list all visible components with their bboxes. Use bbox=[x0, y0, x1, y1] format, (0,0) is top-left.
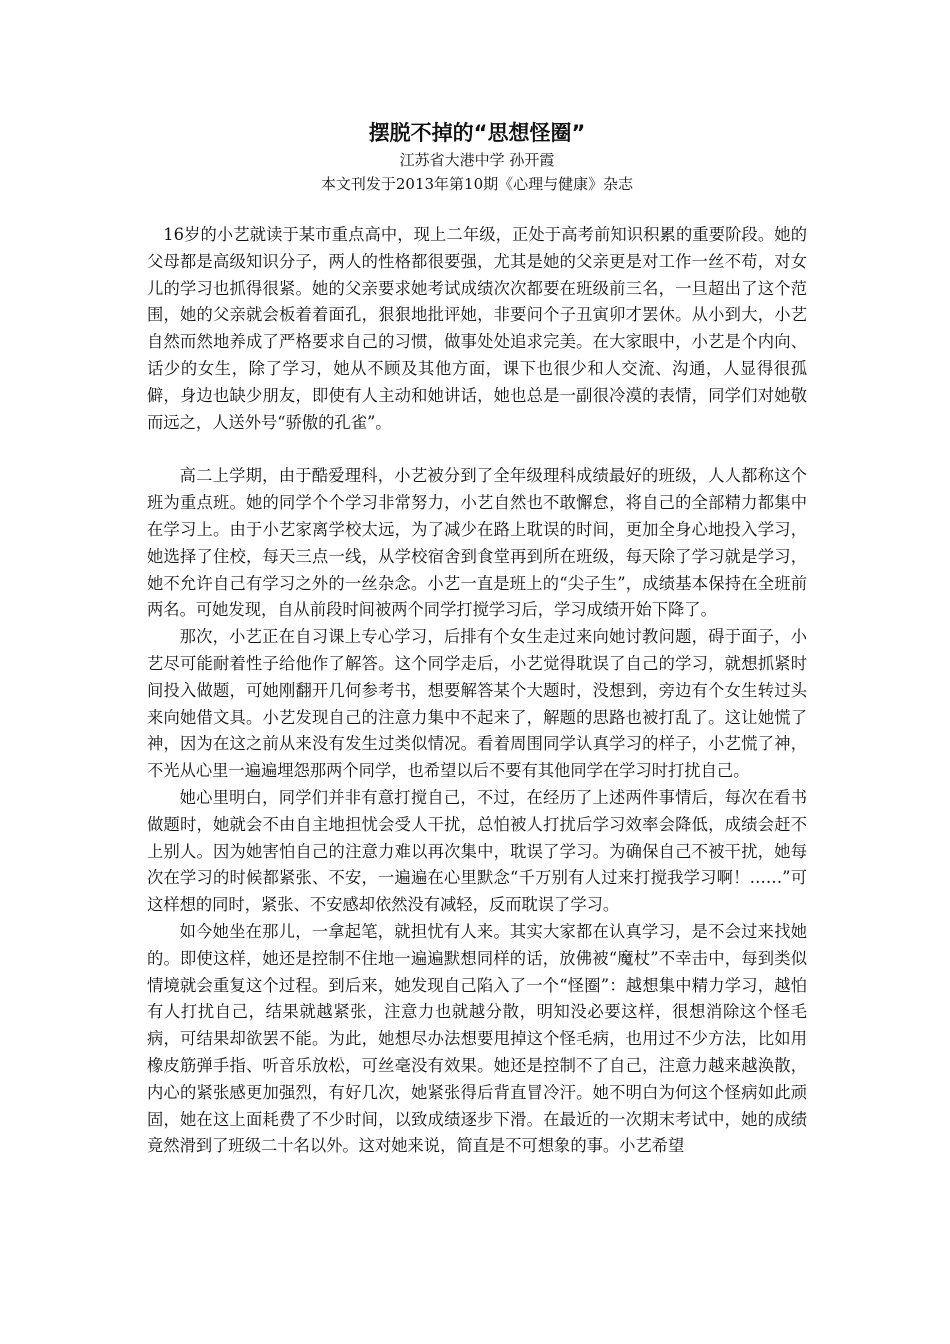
paragraph-1: 16岁的小艺就读于某市重点高中，现上二年级，正处于高考前知识积累的重要阶段。她的父母都是高级知识分子，两人的性格都很要强，尤其是她的父亲更是对工作一丝不苟，对女儿的学习也抓得很紧。她的父亲要求她考试成绩次次都要在班级前三名，一旦超出了这个范围，她的父亲就会板着着面孔，狠狠地批评她，非要问个子丑寅卯才罢休。从小到大，小艺自然而然地养成了严格要求自己的习惯，做事处处追求完美。在大家眼中，小艺是个内向、话少的女生，除了学习，她从不顾及其他方面，课下也很少和人交流、沟通，人显得很孤僻，身边也缺少朋友，即使有人主动和她讲话，她也总是一副很冷漠的表情，同学们对她敬而远之，人送外号“骄傲的孔雀”。 bbox=[147, 225, 807, 432]
article-source: 本文刊发于2013年第10期《心理与健康》杂志 bbox=[320, 175, 634, 193]
document-page bbox=[147, 118, 807, 1160]
paragraph-gap bbox=[147, 436, 807, 463]
paragraph-3: 那次，小艺正在自习课上专心学习，后排有个女生走过来向她讨教问题，碍于面子，小艺尽可能耐着性子给他作了解答。这个同学走后，小艺觉得耽误了自己的学习，就想抓紧时间投入做题，可她刚翻开几何参考书，想要解答某个大题时，没想到，旁边有个女生转过头来向她借文具。小艺发现自己的注意力集中不起来了，解题的思路也被打乱了。这让她慌了神，因为在这之前从来没有发生过类似情况。看着周围同学认真学习的样子，小艺慌了神，不光从心里一遍遍埋怨那两个同学，也希望以后不要有其他同学在学习时打扰自己。 bbox=[147, 627, 807, 781]
paragraph-2: 高二上学期，由于酷爱理科，小艺被分到了全年级理科成绩最好的班级，人人都称这个班为重点班。她的同学个个学习非常努力，小艺自然也不敢懈怠，将自己的全部精力都集中在学习上。由于小艺家离学校太远，为了减少在路上耽误的时间，更加全身心地投入学习，她选择了住校，每天三点一线，从学校宿舍到食堂再到所在班级，每天除了学习就是学习，她不允许自己有学习之外的一丝杂念。小艺一直是班上的“尖子生”，成绩基本保持在全班前两名。可她发现，自从前段时间被两个同学打搅学习后，学习成绩开始下降了。 bbox=[147, 466, 807, 620]
article-author: 江苏省大港中学 孙开霞 bbox=[399, 151, 555, 169]
paragraph-4: 她心里明白，同学们并非有意打搅自己，不过，在经历了上述两件事情后，每次在看书做题时，她就会不由自主地担忧会受人干扰，总怕被人打扰后学习效率会降低，成绩会赶不上别人。因为她害怕自己的注意力难以再次集中，耽误了学习。为确保自己不被干扰，她每次在学习的时候都紧张、不安，一遍遍在心里默念“千万别有人过来打搅我学习啊！……”可这样想的同时，紧张、不安感却依然没有减轻，反而耽误了学习。 bbox=[147, 787, 807, 915]
article-body bbox=[147, 222, 807, 1160]
paragraph-5: 如今她坐在那儿，一拿起笔，就担忧有人来。其实大家都在认真学习，是不会过来找她的。即使这样，她还是控制不住地一遍遍默想同样的话，放佛被“魔杖”不幸击中，每到类似情境就会重复这个过程。到后来，她发现自己陷入了一个“怪圈”：越想集中精力学习，越怕有人打扰自己，结果就越紧张，注意力也就越分散，明知没必要这样，很想消除这个怪毛病，可结果却欲罢不能。为此，她想尽办法想要甩掉这个怪毛病，也用过不少方法，比如用橡皮筋弹手指、听音乐放松，可丝毫没有效果。她还是控制不了自己，注意力越来越涣散，内心的紧张感更加强烈，有好几次，她紧张得后背直冒冷汗。她不明白为何这个怪病如此顽固，她在这上面耗费了不少时间，以致成绩逐步下滑。在最近的一次期末考试中，她的成绩竟然滑到了班级二十名以外。这对她来说，简直是不可想象的事。小艺希望 bbox=[147, 921, 807, 1156]
article-title: 摆脱不掉的“思想怪圈” bbox=[368, 121, 586, 145]
